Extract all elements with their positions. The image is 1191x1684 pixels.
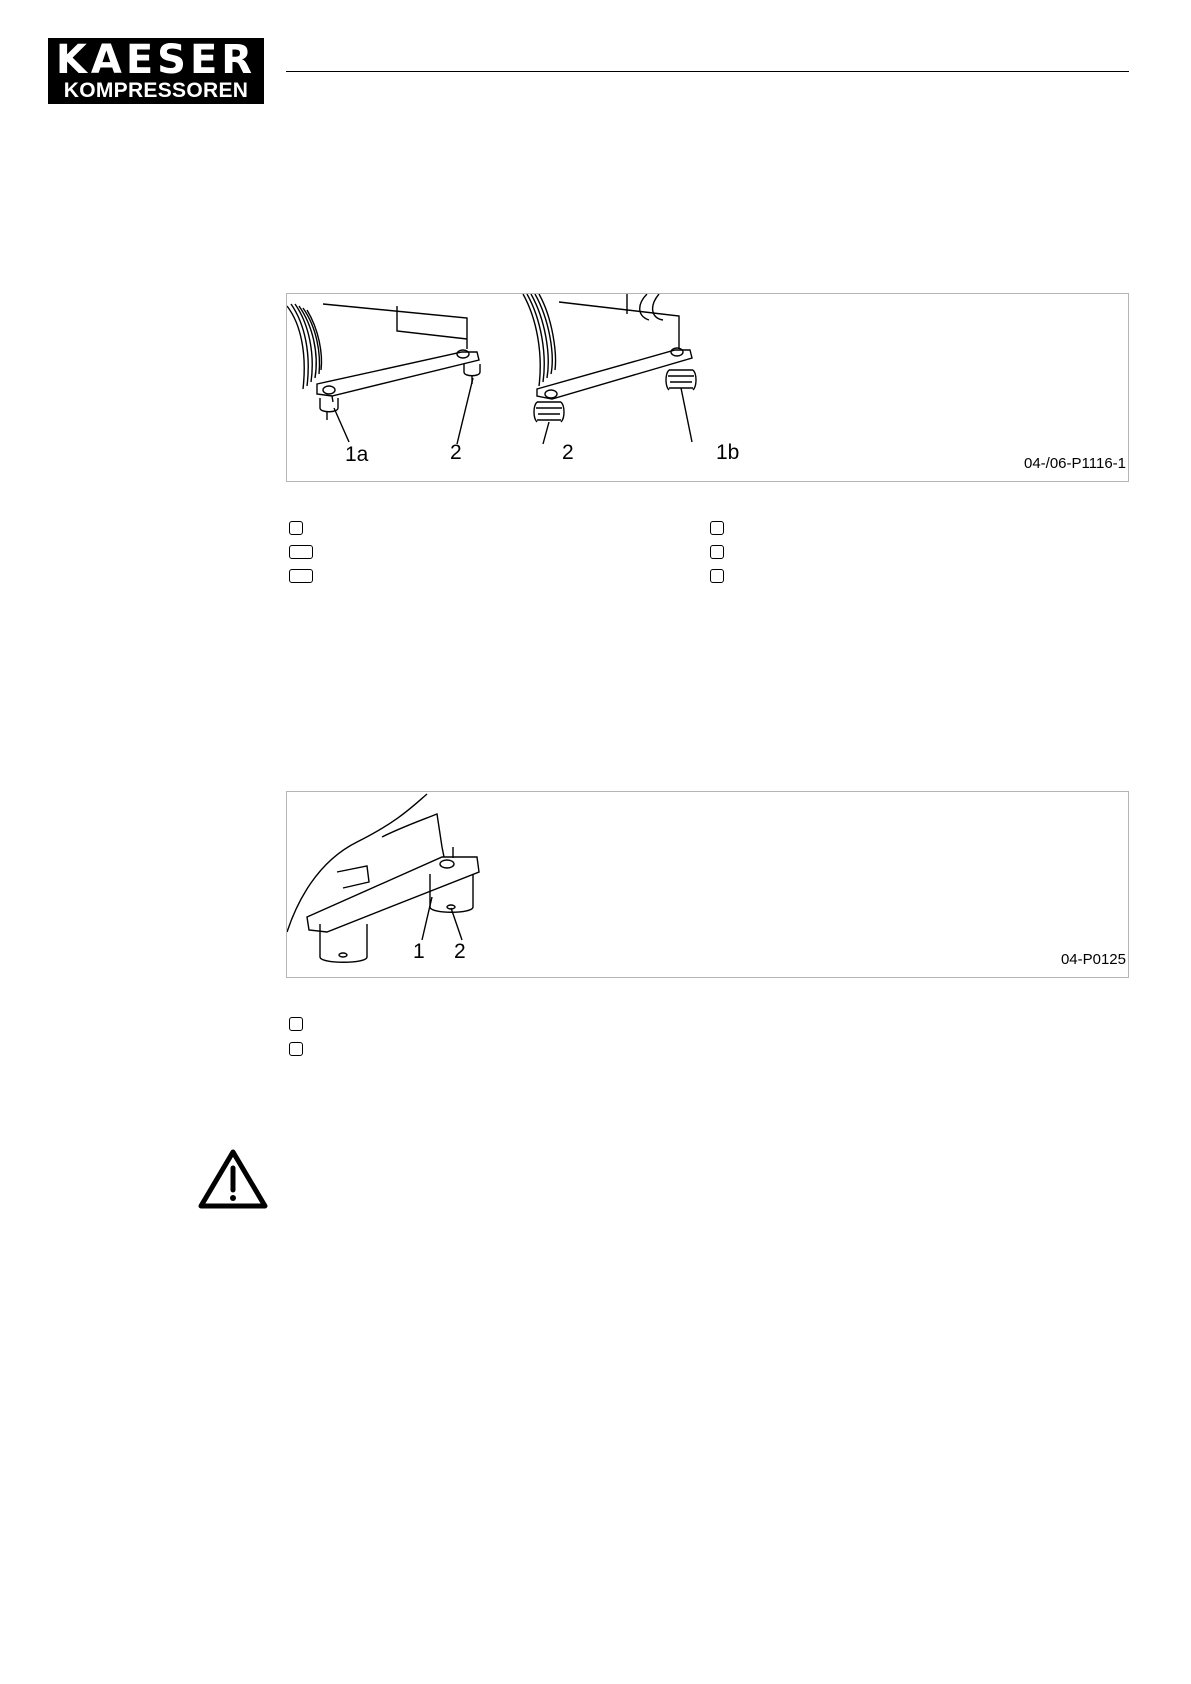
- warning-triangle-icon: [197, 1148, 269, 1215]
- legend-marker: [710, 545, 724, 559]
- legend-marker: [289, 545, 313, 559]
- legend-marker: [710, 569, 724, 583]
- figure-machine-feet-drawing: [287, 294, 1130, 483]
- figure-machine-feet: [286, 293, 1129, 482]
- callout-1a: 1a: [345, 443, 369, 466]
- legend-marker: [289, 1017, 303, 1031]
- legend-marker: [289, 1042, 303, 1056]
- figure-code: 04-P0125: [1060, 951, 1126, 968]
- figure-code: 04-/06-P1116-1: [1023, 455, 1126, 472]
- logo-line-1: KAESER: [55, 37, 257, 83]
- logo-line-2: KOMPRESSOREN: [63, 79, 249, 102]
- legend-marker: [710, 521, 724, 535]
- kaeser-logo: [48, 38, 264, 104]
- callout-1: 1: [413, 940, 425, 963]
- callout-2-left: 2: [450, 441, 462, 464]
- header-rule: [286, 71, 1129, 72]
- callout-1b: 1b: [716, 441, 740, 464]
- legend-marker: [289, 569, 313, 583]
- right-coil-fins: [523, 294, 555, 386]
- callout-2-right: 2: [562, 441, 574, 464]
- callout-2: 2: [454, 940, 466, 963]
- legend-marker: [289, 521, 303, 535]
- left-coil-fins: [287, 304, 321, 389]
- figure-rubber-feet: [286, 791, 1129, 978]
